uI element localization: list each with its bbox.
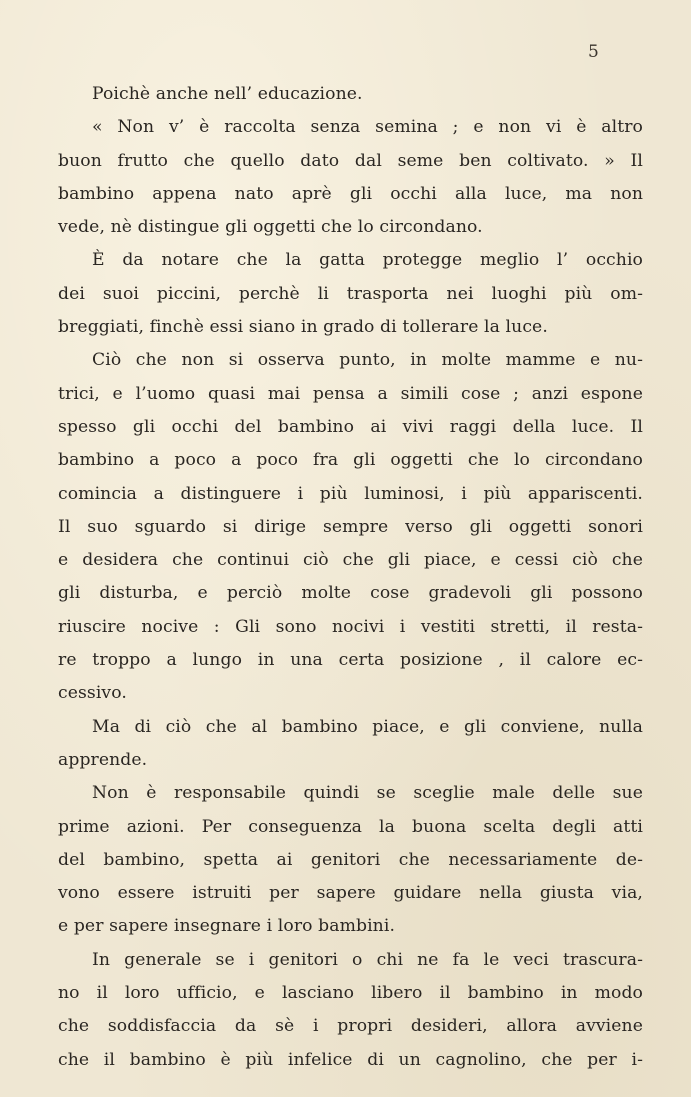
text-line: Ma di ciò che al bambino piace, e gli conviene, nulla [92, 716, 643, 737]
text-line: bambino a poco a poco fra gli oggetti che lo circondano [58, 450, 643, 471]
text-line: È da notare che la gatta protegge meglio l’ occhio [92, 250, 643, 271]
text-line: cessivo. [58, 683, 127, 704]
text-line: apprende. [58, 749, 148, 770]
text-line: riuscire nocive : Gli sono nocivi i vestiti stretti, il resta- [58, 616, 643, 637]
text-line: trici, e l’uomo quasi mai pensa a simili cose ; anzi espone [58, 383, 643, 404]
text-line: bambino appena nato aprè gli occhi alla luce, ma non [58, 183, 643, 204]
text-line: « Non v’ è raccolta senza semina ; e non vi è altro [92, 117, 643, 138]
text-line: dei suoi piccini, perchè li trasporta nei luoghi più om- [58, 283, 643, 304]
text-line: del bambino, spetta ai genitori che necessariamente de- [58, 849, 643, 870]
text-line: no il loro ufficio, e lasciano libero il bambino in modo [58, 983, 643, 1004]
text-line: breggiati, finchè essi siano in grado di tollerare la luce. [58, 317, 548, 338]
text-line: comincia a distinguere i più luminosi, i più appariscenti. [58, 483, 643, 504]
text-line: spesso gli occhi del bambino ai vivi raggi della luce. Il [58, 416, 643, 437]
text-line: vede, nè distingue gli oggetti che lo circondano. [58, 217, 483, 238]
text-line: gli disturba, e perciò molte cose gradevoli gli possono [58, 583, 643, 604]
text-line: Non è responsabile quindi se sceglie male delle sue [92, 783, 643, 804]
text-line: e per sapere insegnare i loro bambini. [58, 916, 396, 937]
text-line: Ciò che non si osserva punto, in molte mamme e nu- [92, 350, 643, 371]
text-line: re troppo a lungo in una certa posizione , il calore ec- [58, 650, 643, 671]
text-line: Poichè anche nell’ educazione. [92, 84, 363, 104]
text-line: e desidera che continui ciò che gli piace, e cessi ciò che [58, 550, 643, 571]
body-text [58, 78, 643, 1077]
text-line: In generale se i genitori o chi ne fa le veci trascura- [92, 949, 643, 970]
text-line: Il suo sguardo si dirige sempre verso gli oggetti sonori [58, 516, 643, 537]
text-line: vono essere istruiti per sapere guidare nella giusta via, [58, 883, 643, 904]
text-line: che soddisfaccia da sè i propri desideri, allora avviene [58, 1016, 643, 1037]
text-line: che il bambino è più infelice di un cagnolino, che per i- [58, 1049, 643, 1070]
text-line: buon frutto che quello dato dal seme ben coltivato. » Il [58, 150, 643, 171]
page-number: 5 [588, 42, 599, 62]
text-line: prime azioni. Per conseguenza la buona scelta degli atti [58, 816, 643, 837]
